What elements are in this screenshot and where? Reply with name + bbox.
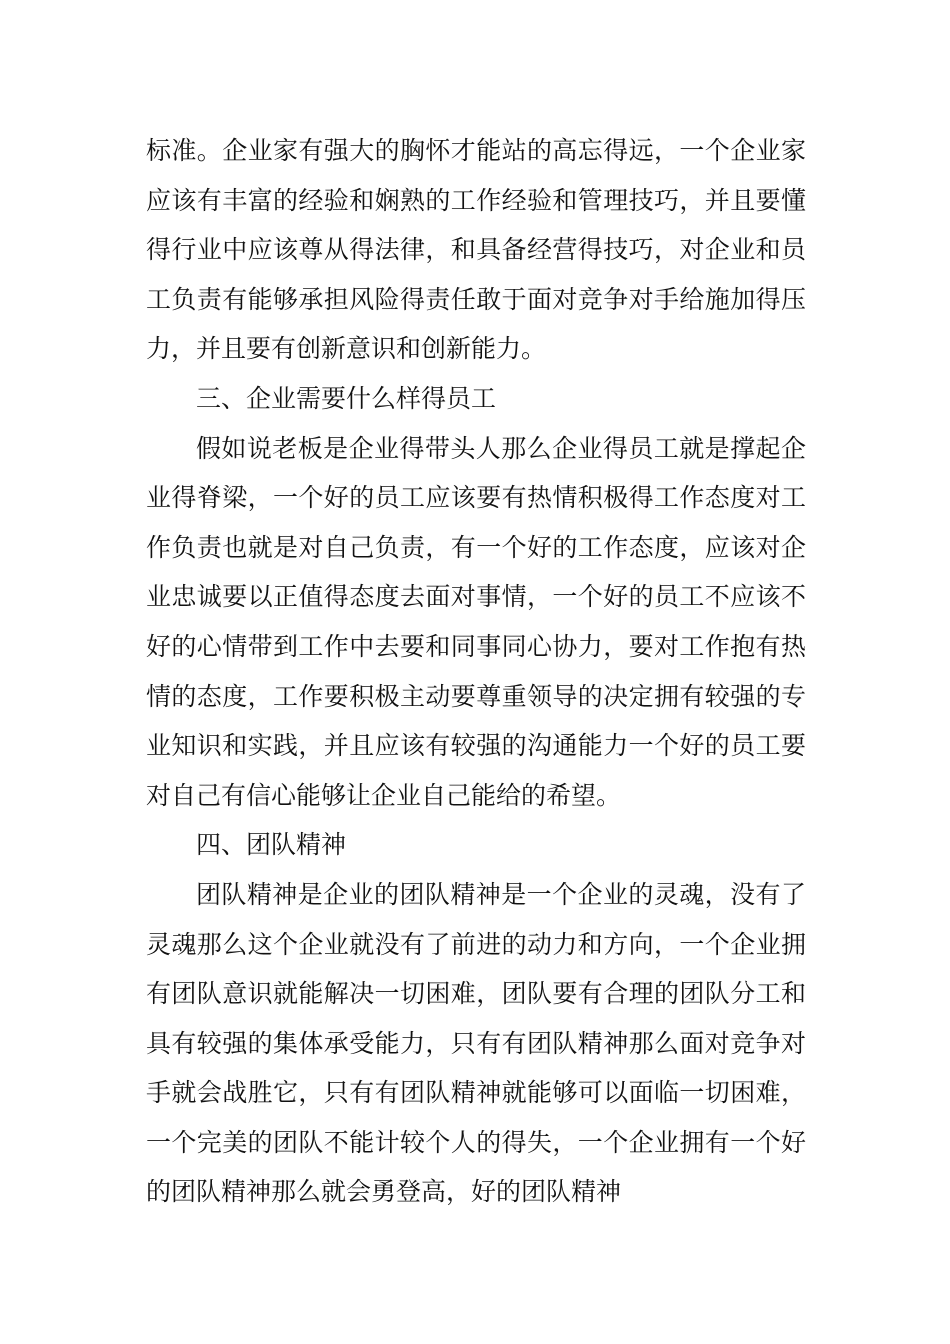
document-page <box>146 126 806 1217</box>
section-heading-employees: 三、企业需要什么样得员工 <box>196 383 497 413</box>
paragraph-team-spirit: 团队精神是企业的团队精神是一个企业的灵魂，没有了灵魂那么这个企业就没有了前进的动力和方向，一个企业拥有团队意识就能解决一切困难，团队要有合理的团队分工和具有较强的集体承受能力，只有有团队精神那么面对竞争对手就会战胜它，只有有团队精神就能够可以面临一切困难，一个完美的团队不能计较个人的得失，一个企业拥有一个好的团队精神那么就会勇登高，好的团队精神 <box>146 879 806 1207</box>
paragraph-entrepreneur-standard: 标准。企业家有强大的胸怀才能站的高忘得远，一个企业家应该有丰富的经验和娴熟的工作经验和管理技巧，并且要懂得行业中应该尊从得法律，和具备经营得技巧，对企业和员工负责有能够承担风险得责任敢于面对竞争对手给施加得压力，并且要有创新意识和创新能力。 <box>146 136 806 364</box>
section-heading-team-spirit: 四、团队精神 <box>196 830 347 860</box>
paragraph-employees: 假如说老板是企业得带头人那么企业得员工就是撑起企业得脊梁，一个好的员工应该要有热情积极得工作态度对工作负责也就是对自己负责，有一个好的工作态度，应该对企业忠诚要以正值得态度去面对事情，一个好的员工不应该不好的心情带到工作中去要和同事同心协力，要对工作抱有热情的态度，工作要积极主动要尊重领导的决定拥有较强的专业知识和实践，并且应该有较强的沟通能力一个好的员工要对自己有信心能够让企业自己能给的希望。 <box>146 433 806 810</box>
